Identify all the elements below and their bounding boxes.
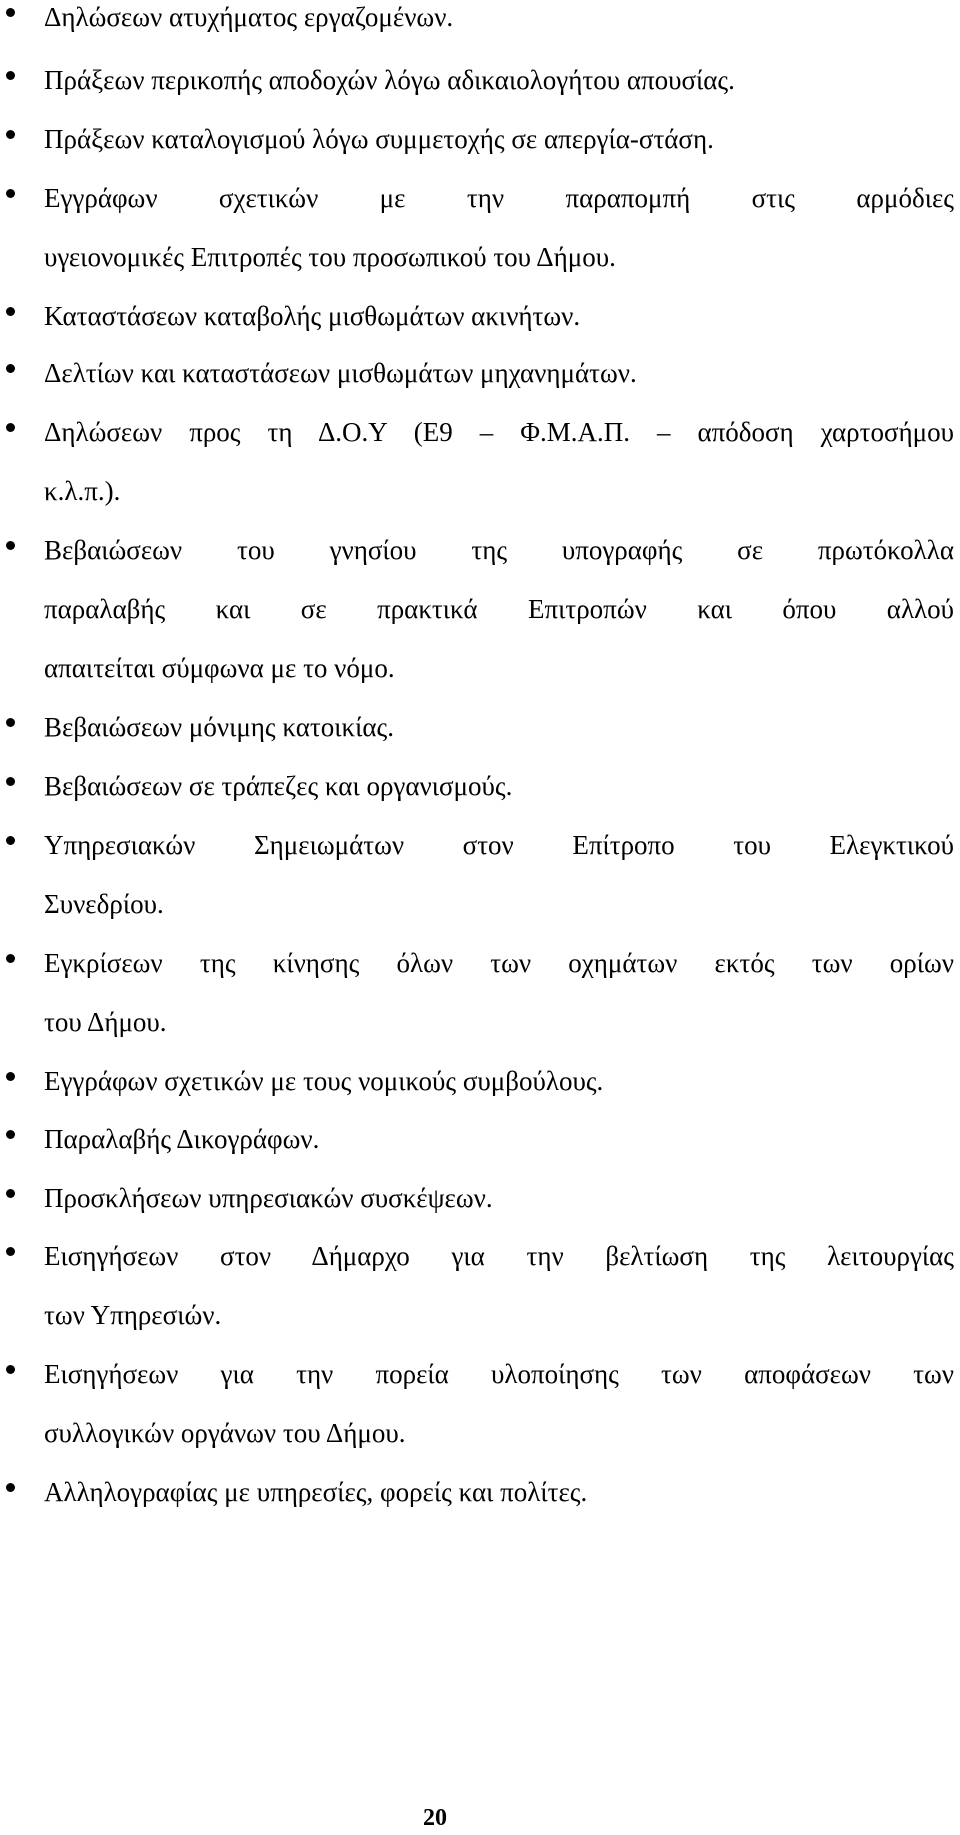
list-item-text: παραλαβής και σε πρακτικά Επιτροπών και όπου αλλού — [44, 594, 954, 624]
list-item-text: Δηλώσεων προς τη Δ.Ο.Υ (Ε9 – Φ.Μ.Α.Π. – απόδοση χαρτοσήμου — [44, 417, 954, 447]
bullet-icon — [6, 1072, 15, 1081]
bullet-icon — [6, 364, 15, 373]
bullet-icon — [6, 541, 15, 550]
list-item-text: Εισηγήσεων στον Δήμαρχο για την βελτίωση της λειτουργίας — [44, 1241, 954, 1271]
bullet-icon — [6, 1247, 15, 1256]
list-item-text: του Δήμου. — [44, 1007, 167, 1037]
bullet-icon — [6, 423, 15, 432]
bullet-icon — [6, 777, 15, 786]
bullet-icon — [6, 1130, 15, 1139]
list-item-text: συλλογικών οργάνων του Δήμου. — [44, 1418, 406, 1448]
bullet-icon — [6, 189, 15, 198]
list-item-text: Συνεδρίου. — [44, 889, 164, 919]
bullet-icon — [6, 307, 15, 316]
list-item-text: Δηλώσεων ατυχήματος εργαζομένων. — [44, 2, 454, 32]
list-item-text: Εισηγήσεων για την πορεία υλοποίησης των αποφάσεων των — [44, 1359, 954, 1389]
page-number: 20 — [423, 1805, 447, 1831]
list-item-text: Βεβαιώσεων του γνησίου της υπογραφής σε πρωτόκολλα — [44, 535, 954, 565]
list-item-text: Προσκλήσεων υπηρεσιακών συσκέψεων. — [44, 1183, 493, 1213]
list-item-text: υγειονομικές Επιτροπές του προσωπικού του Δήμου. — [44, 242, 616, 272]
bullet-icon — [6, 8, 15, 17]
list-item-text: Αλληλογραφίας με υπηρεσίες, φορείς και πολίτες. — [44, 1477, 588, 1507]
list-item-text: Εγγράφων σχετικών με την παραπομπή στις αρμόδιες — [44, 183, 954, 213]
list-item-text: Εγκρίσεων της κίνησης όλων των οχημάτων εκτός των ορίων — [44, 948, 954, 978]
list-item-text: Βεβαιώσεων μόνιμης κατοικίας. — [44, 712, 394, 742]
list-item-text: Βεβαιώσεων σε τράπεζες και οργανισμούς. — [44, 771, 513, 801]
bullet-icon — [6, 954, 15, 963]
list-item-text: Πράξεων περικοπής αποδοχών λόγω αδικαιολογήτου απουσίας. — [44, 65, 735, 95]
list-item-text: Παραλαβής Δικογράφων. — [44, 1124, 320, 1154]
list-item-text: Υπηρεσιακών Σημειωμάτων στον Επίτροπο του Ελεγκτικού — [44, 830, 954, 860]
bullet-icon — [6, 71, 15, 80]
bullet-icon — [6, 1365, 15, 1374]
list-item-text: κ.λ.π.). — [44, 476, 121, 506]
bullet-icon — [6, 1483, 15, 1492]
list-item-text: των Υπηρεσιών. — [44, 1300, 222, 1330]
bullet-icon — [6, 1189, 15, 1198]
list-item-text: Πράξεων καταλογισμού λόγω συμμετοχής σε απεργία-στάση. — [44, 124, 714, 154]
list-item-text: απαιτείται σύμφωνα με το νόμο. — [44, 653, 395, 683]
list-item-text: Δελτίων και καταστάσεων μισθωμάτων μηχανημάτων. — [44, 358, 637, 388]
bullet-icon — [6, 836, 15, 845]
list-item-text: Καταστάσεων καταβολής μισθωμάτων ακινήτων. — [44, 301, 581, 331]
list-item-text: Εγγράφων σχετικών με τους νομικούς συμβούλους. — [44, 1066, 604, 1096]
bullet-icon — [6, 718, 15, 727]
bullet-icon — [6, 130, 15, 139]
